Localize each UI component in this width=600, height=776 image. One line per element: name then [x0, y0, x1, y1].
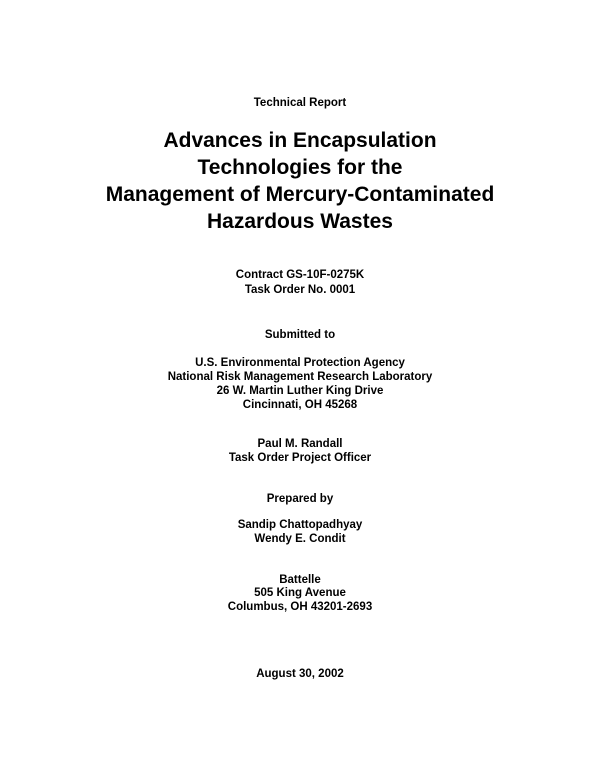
author-2: Wendy E. Condit: [254, 533, 346, 545]
author-1: Sandip Chattopadhyay: [237, 519, 363, 531]
organization-street: 505 King Avenue: [254, 587, 346, 599]
title-line-2: Technologies for the: [197, 156, 403, 179]
organization-name: Battelle: [279, 574, 321, 586]
report-type: Technical Report: [253, 97, 347, 109]
title-line-3: Management of Mercury-Contaminated: [105, 183, 495, 206]
report-date: August 30, 2002: [256, 668, 344, 680]
organization-city: Columbus, OH 43201-2693: [227, 601, 373, 613]
prepared-by-label: Prepared by: [266, 493, 334, 505]
officer-role: Task Order Project Officer: [228, 452, 372, 464]
submitted-to-label: Submitted to: [264, 329, 336, 341]
submitted-laboratory: National Risk Management Research Laboratory: [167, 371, 433, 383]
submitted-city: Cincinnati, OH 45268: [242, 399, 358, 411]
officer-name: Paul M. Randall: [257, 438, 343, 450]
submitted-street: 26 W. Martin Luther King Drive: [216, 385, 384, 397]
contract-number: Contract GS-10F-0275K: [235, 269, 365, 281]
submitted-agency: U.S. Environmental Protection Agency: [195, 357, 405, 369]
title-line-1: Advances in Encapsulation: [163, 129, 437, 152]
title-line-4: Hazardous Wastes: [207, 210, 393, 233]
task-order-number: Task Order No. 0001: [244, 284, 356, 296]
